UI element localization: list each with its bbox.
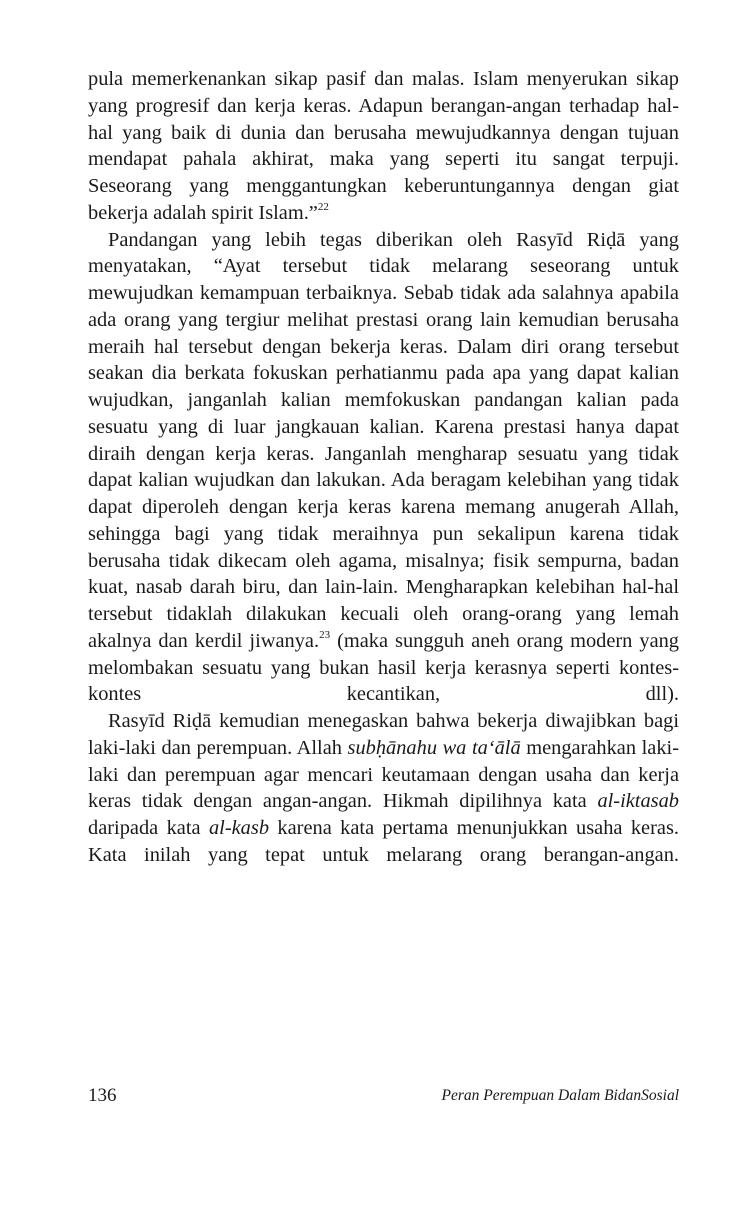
paragraph-3-text-c: daripada kata: [88, 817, 209, 839]
paragraph-3-italic-a: subḥānahu wa ta‘ālā: [347, 736, 521, 759]
footnote-ref-22[interactable]: 22: [317, 200, 329, 213]
page-footer: [88, 1085, 679, 1109]
paragraph-1-text: pula memerkenankan sikap pasif dan malas. Islam menyerukan sikap yang progresif dan kerja keras. Adapun berangan-angan terhadap hal-hal yang baik di dunia dan berusaha mewujudkannya dengan tujuan mendapat pahala akhirat, maka yang seperti itu sangat terpuji. Seseorang yang menggantungkan keberuntungannya dengan giat bekerja adalah spirit Islam.”: [88, 68, 679, 224]
paragraph-2-text-b: (maka sungguh aneh orang modern yang melombakan sesuatu yang bukan hasil kerja kerasnya seperti kontes-kontes kecantikan, dll).: [88, 629, 680, 706]
paragraph-3-text-d: karena kata pertama menunjukkan usaha keras. Kata inilah yang tepat untuk melarang orang berangan-angan.: [88, 817, 679, 866]
page-body: [88, 66, 679, 869]
page-number: 136: [88, 1085, 117, 1106]
paragraph-2-text-a: Pandangan yang lebih tegas diberikan oleh Rasyīd Riḍā yang menyatakan, “Ayat tersebut tidak melarang seseorang untuk mewujudkan kemampuan terbaiknya. Sebab tidak ada salahnya apabila ada orang yang tergiur melihat prestasi orang lain kemudian berusaha meraih hal tersebut dengan bekerja keras. Dalam diri orang tersebut seakan dia berkata fokuskan perhatianmu pada apa yang dapat kalian wujudkan, janganlah kalian memfokuskan pandangan kalian pada sesuatu yang di luar jangkauan kalian. Karena prestasi hanya dapat diraih dengan kerja keras. Janganlah mengharap sesuatu yang tidak dapat kalian wujudkan dan lakukan. Ada beragam kelebihan yang tidak dapat diperoleh dengan kerja keras karena memang anugerah Allah, sehingga bagi yang tidak meraihnya pun sekalipun karena tidak berusaha tidak dikecam oleh agama, misalnya; fisik sempurna, badan kuat, nasab darah biru, dan lain-lain. Mengharapkan kelebihan hal-hal tersebut tidaklah dilakukan kecuali oleh orang-orang yang lemah akalnya dan kerdil jiwanya.: [88, 228, 679, 652]
paragraph-2: [88, 227, 679, 709]
paragraph-3-text-b: mengarahkan laki-laki dan perempuan agar mencari keutamaan dengan usaha dan kerja keras tidak dengan angan-angan. Hikmah dipilihnya kata: [88, 736, 679, 813]
paragraph-1: [88, 66, 679, 227]
paragraph-3-text-a: Rasyīd Riḍā kemudian menegaskan bahwa bekerja diwajibkan bagi laki-laki dan perempuan. Allah: [88, 710, 679, 759]
running-title: Peran Perempuan Dalam BidanSosial: [441, 1087, 679, 1104]
paragraph-3-italic-c: al-kasb: [208, 817, 270, 839]
paragraph-3: [88, 708, 679, 869]
paragraph-3-italic-b: al-iktasab: [597, 790, 679, 813]
footnote-ref-23[interactable]: 23: [319, 628, 331, 641]
